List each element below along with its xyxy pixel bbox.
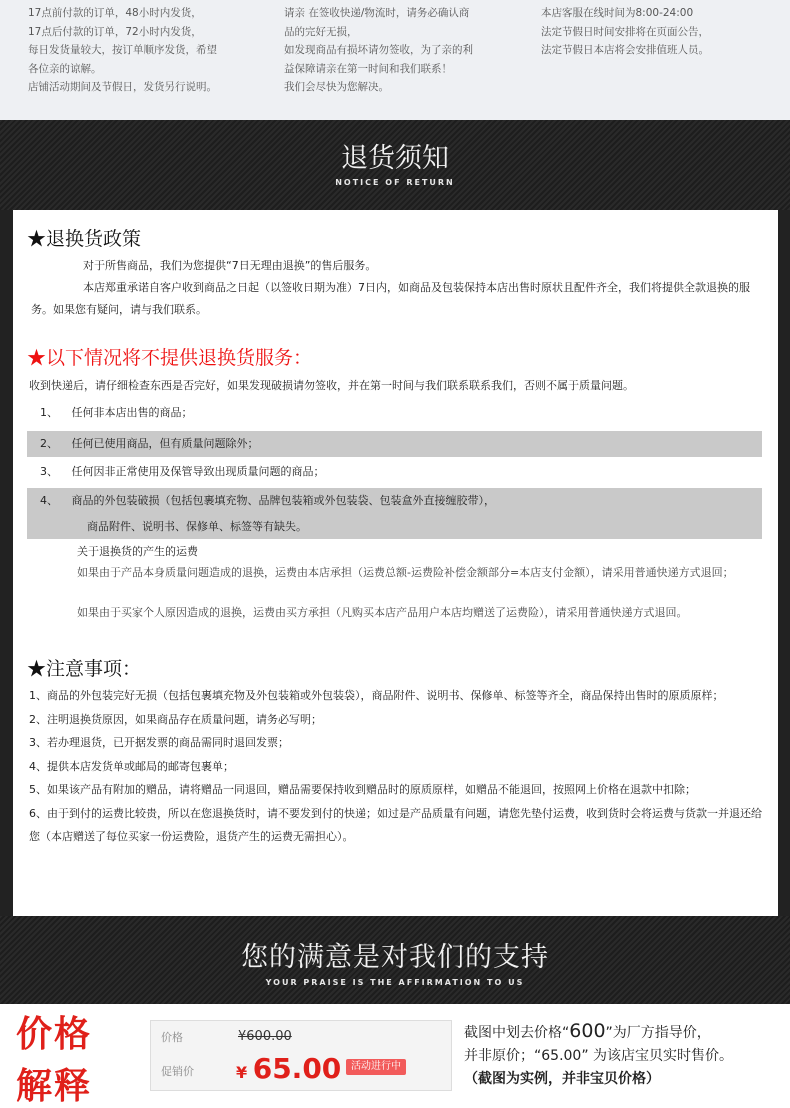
praise-title: 您的满意是对我们的支持	[241, 942, 549, 973]
return-policy-panel	[13, 210, 778, 916]
return-notice-title: 退货须知	[341, 143, 449, 174]
info-line: 品的完好无损，	[284, 25, 358, 38]
no-return-item	[27, 488, 762, 539]
freight-para-2: 如果由于买家个人原因造成的退换，运费由买方承担（凡购买本店产品用户本店均赠送了运费险），请采用普通快递方式退回。	[77, 606, 688, 619]
price-explanation	[0, 1004, 790, 1108]
policy-heading: ★退换货政策	[27, 228, 142, 250]
no-return-item	[27, 459, 762, 485]
policy-para-1: 对于所售商品，我们为您提供“7日无理由退换”的售后服务。	[83, 259, 377, 272]
original-price: ¥600.00	[238, 1029, 292, 1044]
promo-active-badge: 活动进行中	[346, 1059, 406, 1075]
info-line: 法定节假日本店将会安排值班人员。	[541, 44, 709, 56]
item-number: 2、	[40, 437, 58, 450]
info-line: 法定节假日时间安排将在页面公告，	[541, 25, 709, 38]
text-part: 截图中划去价格“	[464, 1025, 570, 1041]
info-line: 各位亲的谅解。	[28, 62, 102, 75]
info-line: 17点后付款的订单，72小时内发货，	[28, 25, 202, 38]
freight-para-1: 如果由于产品本身质量问题造成的退换，运费由本店承担（运费总额-运费险补偿金额部分=本店支付金额），请采用普通快递方式退回；	[77, 566, 734, 579]
info-line: 每日发货量较大，按订单顺序发货，希望	[28, 44, 217, 56]
info-line: 店铺活动期间及节假日，发货另行说明。	[28, 81, 217, 93]
price-explain-title-1: 价格	[16, 1014, 93, 1055]
note-item: 5、如果该产品有附加的赠品，请将赠品一同退回，赠品需要保持收到赠品时的原质原样，如赠品不能退回，按照网上价格在退款中扣除；	[29, 783, 696, 796]
price-explain-title-2: 解释	[16, 1066, 93, 1107]
info-line: 益保障请亲在第一时间和我们联系！	[284, 62, 452, 75]
guide-price-value: 600	[569, 1020, 606, 1042]
info-line: 本店客服在线时间为8:00-24:00	[541, 7, 694, 19]
no-return-item	[27, 400, 762, 426]
note-item: 6、由于到付的运费比较贵，所以在您退换货时，请不要发到付的快递；如过是产品质量有问题，请您先垫付运费，收到货时会将运费与货款一并退还给您（本店赠送了每位买家一份运费险，退货产生的运费无需担心）。	[29, 806, 762, 843]
info-line: 请亲 在签收快递/物流时，请务必确认商	[284, 7, 470, 19]
text-part: ”为厂方指导价，	[605, 1025, 711, 1041]
no-return-item	[27, 431, 762, 457]
item-number: 4、	[40, 494, 58, 507]
panel-border-right	[778, 210, 790, 916]
no-return-heading: ★以下情况将不提供退换货服务：	[27, 347, 313, 369]
note-item: 4、提供本店发货单或邮局的邮寄包裹单；	[29, 759, 234, 773]
item-text: 任何非本店出售的商品；	[71, 406, 193, 419]
price-explain-line-3: （截图为实例，并非宝贝价格）	[464, 1071, 660, 1087]
price-explain-line-2: 并非原价；“65.00” 为该店宝贝实时售价。	[464, 1048, 734, 1064]
price-label: 价格	[161, 1031, 183, 1044]
freight-title: 关于退换货的产生的运费	[77, 545, 198, 558]
promo-amount: 65.00	[252, 1052, 342, 1085]
note-item: 3、若办理退货，已开据发票的商品需同时退回发票；	[29, 736, 289, 749]
policy-para-2: 本店郑重承诺自客户收到商品之日起（以签收日期为准）7日内，如商品及包装保持本店出售时原状且配件齐全，我们将提供全款退换的服务。如果您有疑问，请与我们联系。	[31, 281, 750, 316]
shipping-info-band	[0, 0, 790, 120]
receipt-info	[284, 4, 524, 97]
praise-subtitle: YOUR PRAISE IS THE AFFIRMATION TO US	[265, 978, 525, 987]
item-number: 3、	[40, 465, 58, 478]
item-text: 商品的外包装破损（包括包裹填充物、品牌包装箱或外包装袋、包装盒外直接缠胶带），	[71, 494, 495, 507]
item-text: 任何因非正常使用及保管导致出现质量问题的商品；	[71, 465, 325, 478]
info-line: 如发现商品有损坏请勿签收，为了亲的利	[284, 44, 473, 56]
item-text-cont: 商品附件、说明书、保修单、标签等有缺失。	[87, 520, 307, 533]
return-notice-banner	[0, 120, 790, 210]
shipping-time-info	[28, 4, 263, 97]
price-screenshot-example	[150, 1020, 452, 1091]
notes-list	[29, 684, 764, 849]
currency-symbol: ¥	[236, 1063, 248, 1082]
praise-banner	[0, 916, 790, 1004]
service-hours-info	[541, 4, 781, 60]
item-text: 任何已使用商品，但有质量问题除外；	[71, 437, 259, 450]
note-item: 2、注明退换货原因，如果商品存在质量问题，请务必写明；	[29, 712, 322, 726]
price-explain-text	[464, 1020, 784, 1091]
info-line: 我们会尽快为您解决。	[284, 81, 389, 93]
info-line: 17点前付款的订单，48小时内发货，	[28, 7, 202, 19]
no-return-intro: 收到快递后，请仔细检查东西是否完好，如果发现破损请勿签收，并在第一时间与我们联系联系我们，否则不属于质量问题。	[29, 379, 634, 392]
item-number: 1、	[40, 406, 58, 419]
panel-border-left	[0, 210, 13, 916]
return-notice-subtitle: NOTICE OF RETURN	[335, 178, 455, 187]
price-explain-line-1	[464, 1020, 784, 1045]
promo-label: 促销价	[161, 1065, 194, 1078]
notes-heading: ★注意事项：	[27, 658, 142, 680]
promo-price	[236, 1052, 341, 1085]
note-item: 1、商品的外包装完好无损（包括包裹填充物及外包装箱或外包装袋），商品附件、说明书、保修单、标签等齐全，商品保持出售时的原质原样；	[29, 689, 724, 702]
